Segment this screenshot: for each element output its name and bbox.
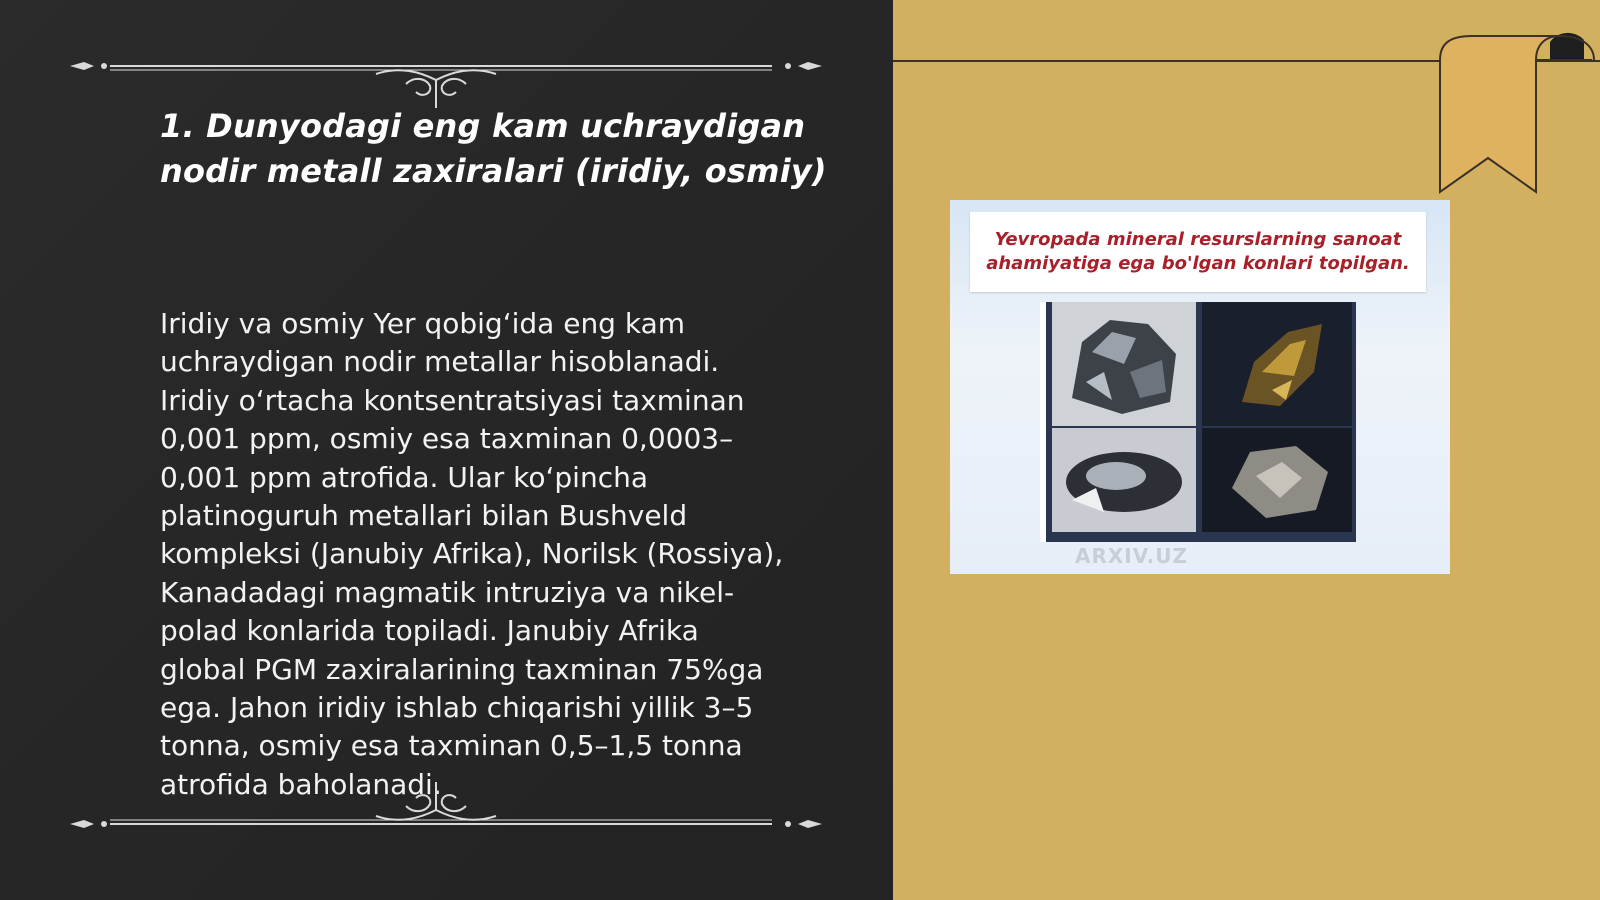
body-line: platinoguruh metallari bilan Bushveld	[160, 499, 688, 533]
body-line: 0,001 ppm, osmiy esa taxminan 0,0003–	[160, 422, 734, 456]
body-paragraph	[160, 305, 826, 804]
body-line: Iridiy o‘rtacha kontsentratsiyasi taxminan	[160, 383, 745, 417]
mineral-photo	[1202, 428, 1352, 532]
body-line: global PGM zaxiralarining taxminan 75%ga	[160, 652, 764, 686]
body-line: polad konlarida topiladi. Janubiy Afrika	[160, 614, 699, 648]
body-line: kompleksi (Janubiy Afrika), Norilsk (Rossiya),	[160, 537, 784, 571]
body-line: Kanadadagi magmatik intruziya va nikel-	[160, 575, 735, 609]
mineral-photo	[1052, 428, 1196, 532]
mineral-photo-grid	[1040, 302, 1356, 542]
body-line: Iridiy va osmiy Yer qobig‘ida eng kam	[160, 307, 686, 340]
minerals-image	[950, 200, 1450, 574]
caption-line: Yevropada mineral resurslarning sanoat	[994, 229, 1402, 250]
top-ornament	[60, 50, 832, 110]
caption-line: ahamiyatiga ega bo'lgan konlari topilgan.	[986, 253, 1410, 274]
body-line: atrofida baholanadi.	[160, 767, 442, 801]
mineral-photo	[1052, 302, 1196, 426]
body-line: 0,001 ppm atrofida. Ular ko‘pincha	[160, 460, 649, 494]
image-watermark: ARXIV.UZ	[1075, 544, 1188, 568]
bottom-ornament	[60, 778, 832, 838]
mineral-photo	[1202, 302, 1352, 426]
body-line: uchraydigan nodir metallar hisoblanadi.	[160, 345, 720, 379]
body-line: ega. Jahon iridiy ishlab chiqarishi yillik 3–5	[160, 691, 754, 725]
slide-title	[160, 104, 840, 194]
image-caption	[970, 212, 1426, 292]
bookmark-icon	[1432, 32, 1600, 202]
body-line: tonna, osmiy esa taxminan 0,5–1,5 tonna	[160, 729, 743, 763]
title-line: nodir metall zaxiralari (iridiy, osmiy)	[160, 152, 827, 190]
title-line: 1. Dunyodagi eng kam uchraydigan	[160, 107, 806, 145]
